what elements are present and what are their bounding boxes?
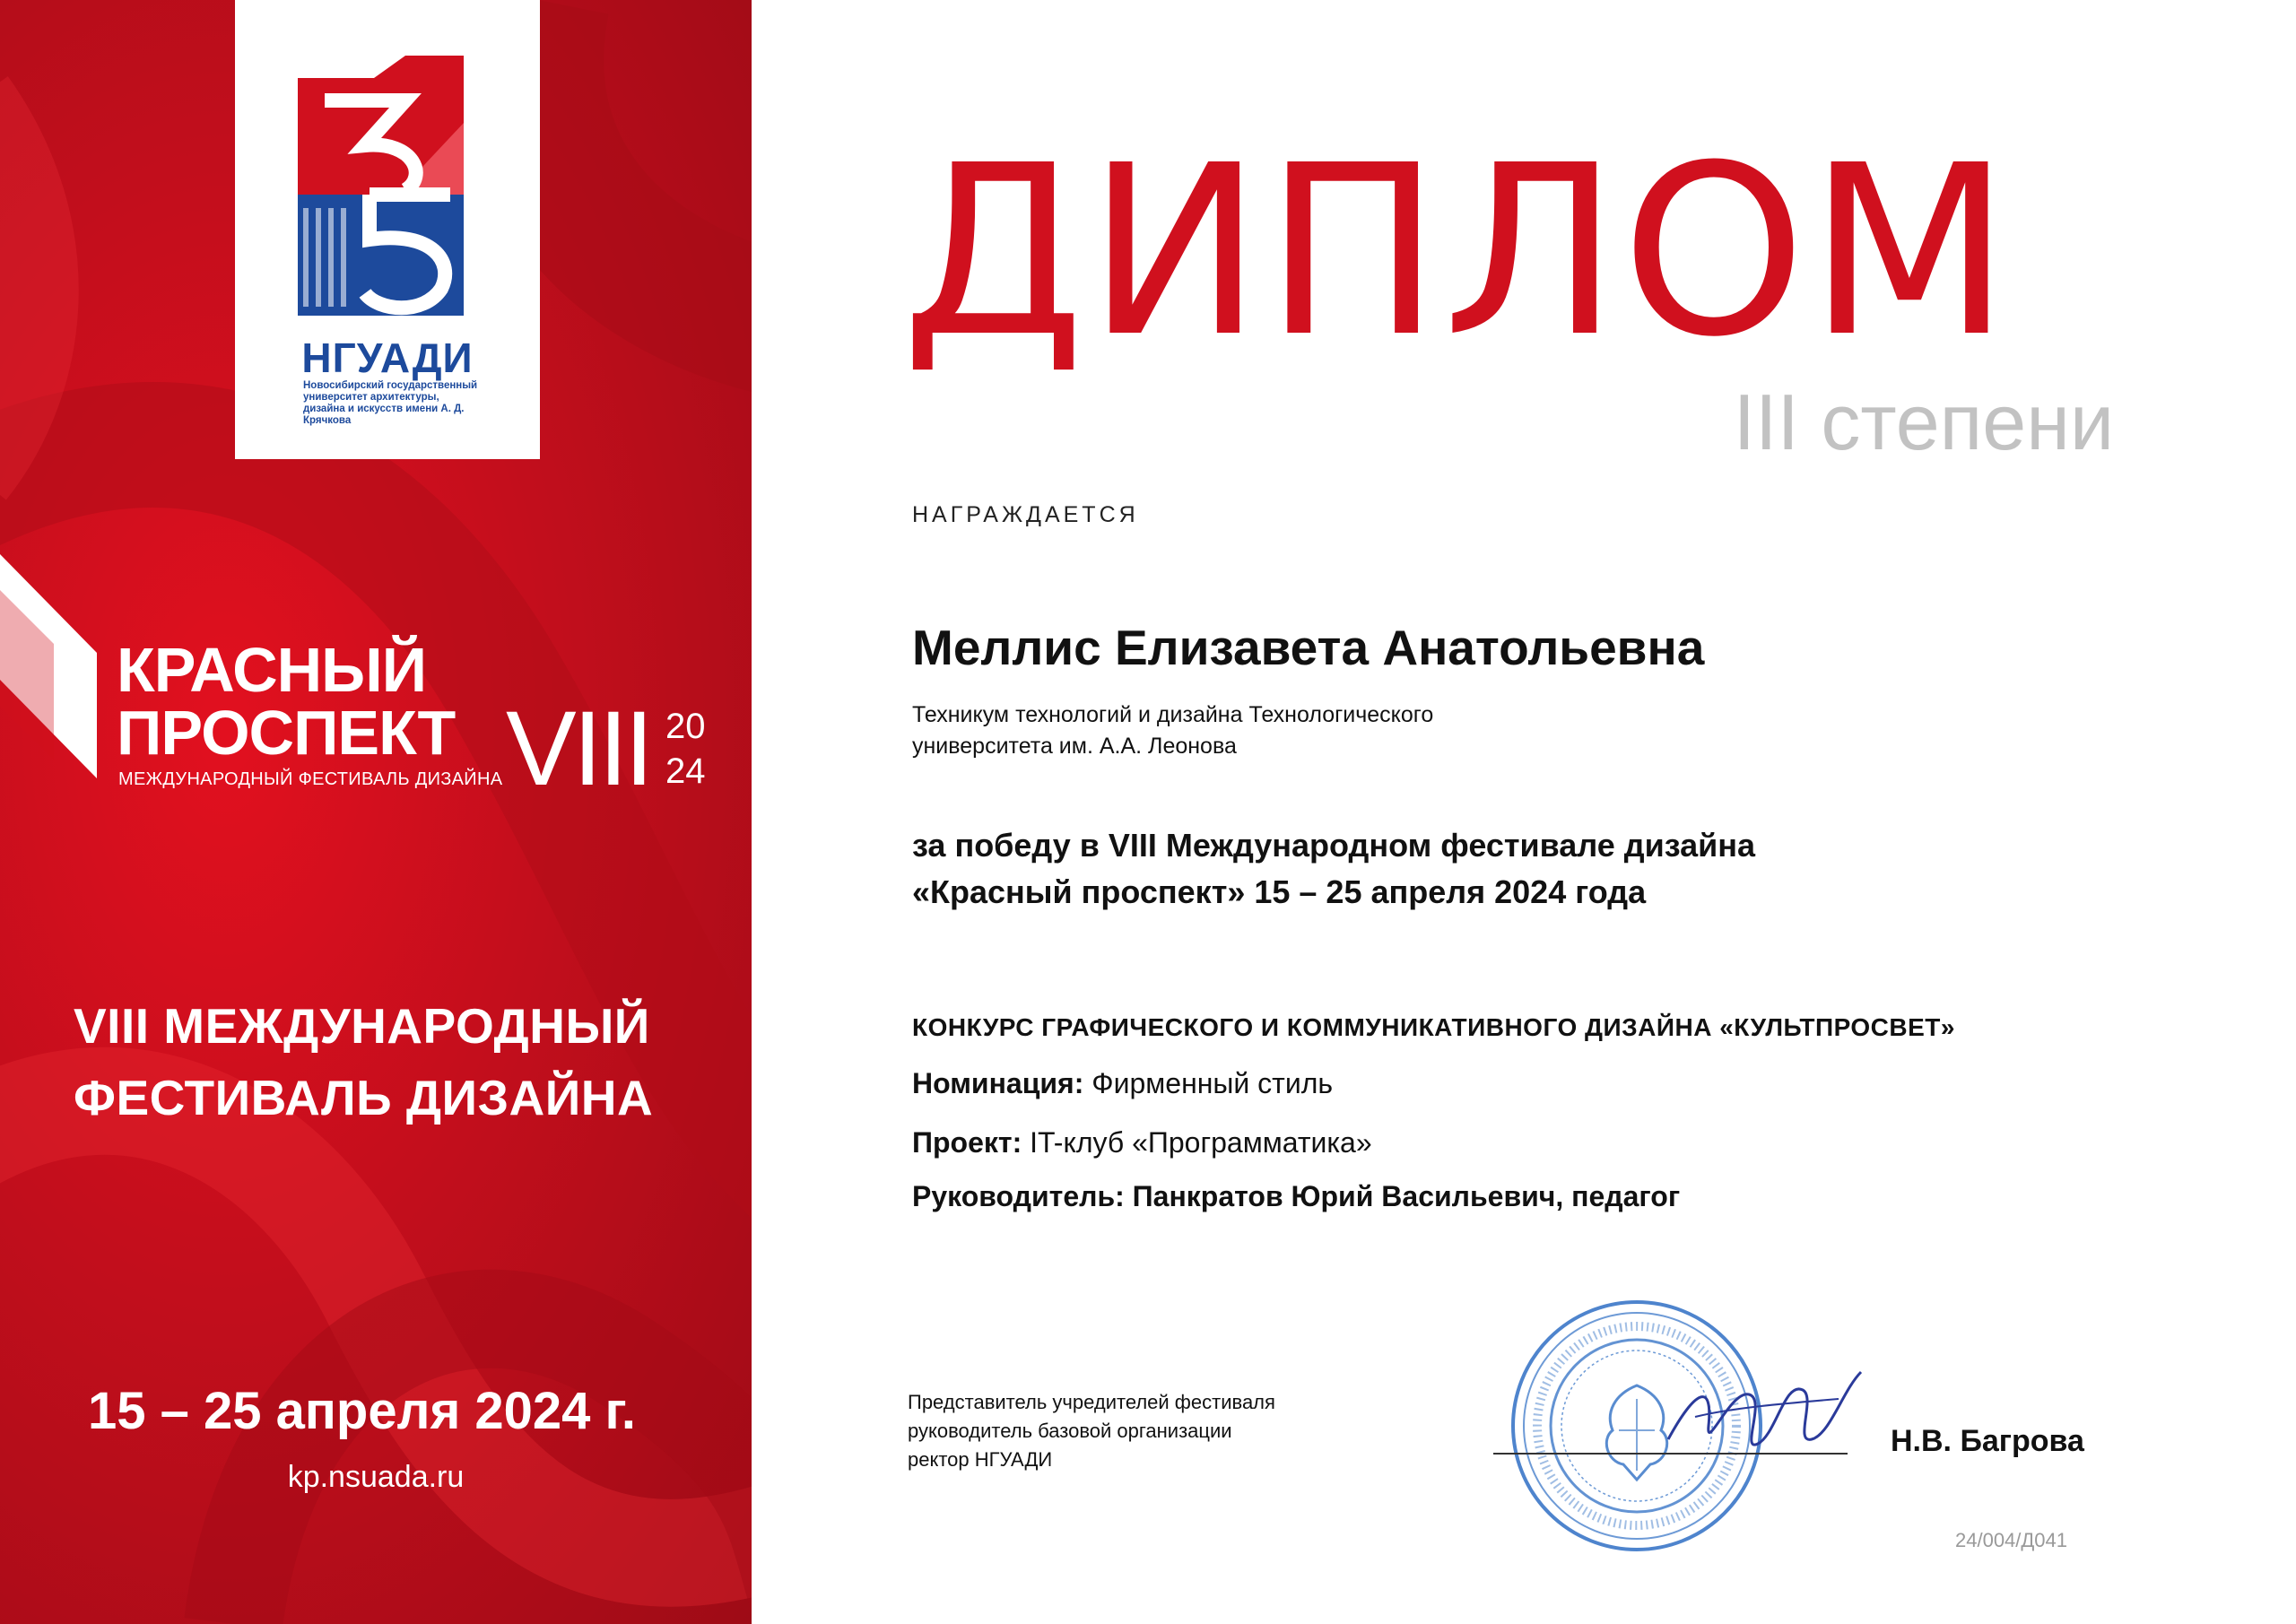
- university-name: НГУАДИ: [301, 334, 474, 381]
- university-logo-card: [235, 0, 540, 459]
- award-reason-line1: за победу в VIII Международном фестивале дизайна: [912, 827, 1756, 864]
- festival-year-bottom: 24: [665, 751, 706, 791]
- festival-logo-subtitle: МЕЖДУНАРОДНЫЙ ФЕСТИВАЛЬ ДИЗАЙНА: [118, 769, 503, 789]
- nomination-row: [912, 1067, 1333, 1100]
- leader-text: Руководитель: Панкратов Юрий Васильевич, педагог: [912, 1180, 1681, 1212]
- recipient-institution: [912, 699, 1433, 762]
- award-reason-line2: «Красный проспект» 15 – 25 апреля 2024 года: [912, 873, 1647, 910]
- university-full-name: Новосибирский государственный университет архитектуры, дизайна и искусств имени А. Д. Крячкова: [303, 380, 478, 426]
- representative-block: [908, 1388, 1275, 1474]
- festival-title-line1: VIII МЕЖДУНАРОДНЫЙ: [74, 998, 650, 1054]
- project-value: IT-клуб «Программатика»: [1030, 1126, 1372, 1159]
- project-row: [912, 1126, 1372, 1159]
- festival-year-top: 20: [665, 707, 706, 746]
- festival-title-line2: ФЕСТИВАЛЬ ДИЗАЙНА: [74, 1070, 654, 1125]
- festival-logo-line2: ПРОСПЕКТ: [117, 698, 456, 768]
- signer-name: Н.В. Багрова: [1891, 1424, 2084, 1458]
- signature-line: [1493, 1453, 1848, 1455]
- nomination-label: Номинация:: [912, 1067, 1084, 1099]
- festival-edition-numeral: VIII: [506, 690, 651, 808]
- leader-row: [912, 1180, 1680, 1213]
- institution-line1: Техникум технологий и дизайна Технологического: [912, 702, 1434, 727]
- contest-name: КОНКУРС ГРАФИЧЕСКОГО И КОММУНИКАТИВНОГО ДИЗАЙНА «КУЛЬТПРОСВЕТ»: [912, 1013, 1955, 1041]
- document-number: 24/004/Д041: [1955, 1529, 2068, 1551]
- festival-logo-line1: КРАСНЫЙ: [117, 635, 427, 705]
- recipient-name: Меллис Елизавета Анатольевна: [912, 620, 1705, 675]
- rep-line2: руководитель базовой организации: [908, 1420, 1232, 1442]
- project-label: Проект:: [912, 1126, 1022, 1159]
- diploma-title: ДИПЛОМ: [901, 115, 2013, 388]
- nomination-value: Фирменный стиль: [1091, 1067, 1334, 1099]
- diploma-degree: III степени: [1733, 378, 2114, 466]
- festival-logo-mark: [0, 554, 117, 778]
- festival-website: kp.nsuada.ru: [287, 1460, 465, 1494]
- institution-line2: университета им. А.А. Леонова: [912, 734, 1237, 759]
- festival-side-panel: [0, 0, 752, 1624]
- rep-line1: Представитель учредителей фестиваля: [908, 1391, 1275, 1413]
- festival-dates: 15 – 25 апреля 2024 г.: [88, 1382, 637, 1440]
- anniversary-35-logo: [298, 56, 477, 325]
- awarded-label: НАГРАЖДАЕТСЯ: [912, 502, 1139, 527]
- rep-line3: ректор НГУАДИ: [908, 1448, 1053, 1471]
